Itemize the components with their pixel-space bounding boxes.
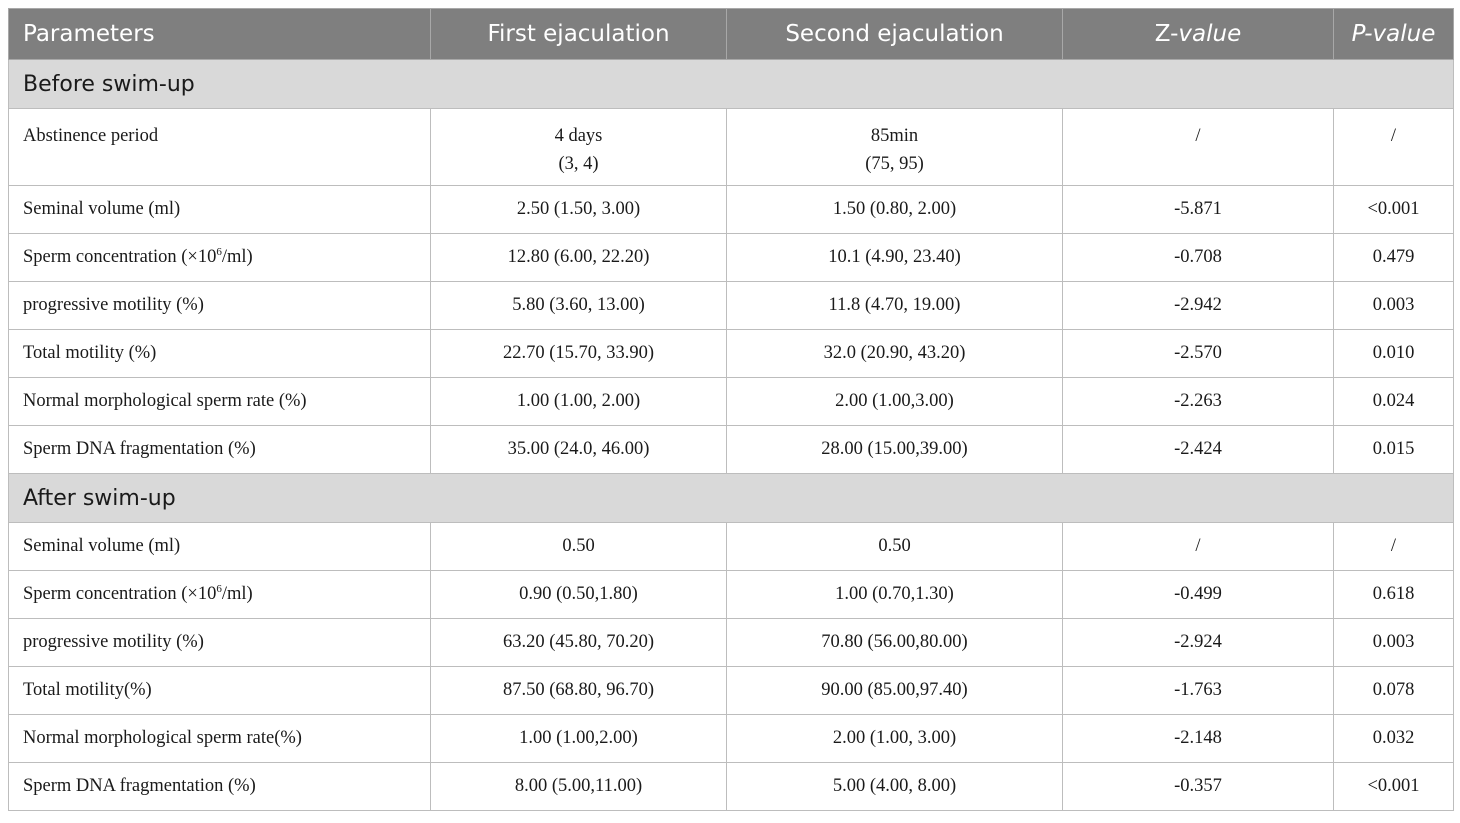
table-row — [9, 763, 1454, 811]
table-row — [9, 667, 1454, 715]
p-value-cell: 0.479 — [1334, 234, 1454, 282]
table-row — [9, 571, 1454, 619]
table-row — [9, 282, 1454, 330]
p-value-cell: 0.618 — [1334, 571, 1454, 619]
results-table — [8, 8, 1454, 811]
section-label: Before swim-up — [9, 60, 1454, 109]
second-value-cell: 1.50 (0.80, 2.00) — [727, 186, 1063, 234]
param-cell: progressive motility (%) — [9, 619, 431, 667]
header-parameters: Parameters — [9, 9, 431, 60]
second-value-cell: 1.00 (0.70,1.30) — [727, 571, 1063, 619]
first-value-cell: 87.50 (68.80, 96.70) — [431, 667, 727, 715]
param-cell: Abstinence period — [9, 109, 431, 186]
first-line1: 4 days — [554, 126, 603, 146]
table-row — [9, 715, 1454, 763]
z-value-cell: -0.708 — [1063, 234, 1334, 282]
param-cell: Total motility(%) — [9, 667, 431, 715]
param-post: /ml) — [221, 247, 253, 267]
section-after-swim-up — [9, 474, 1454, 523]
p-value-cell: / — [1334, 523, 1454, 571]
param-cell: progressive motility (%) — [9, 282, 431, 330]
second-value-cell: 90.00 (85.00,97.40) — [727, 667, 1063, 715]
second-value-cell: 5.00 (4.00, 8.00) — [727, 763, 1063, 811]
param-cell: Seminal volume (ml) — [9, 523, 431, 571]
header-z-value — [1063, 9, 1334, 60]
first-line2: (3, 4) — [558, 154, 599, 174]
first-value-cell: 1.00 (1.00,2.00) — [431, 715, 727, 763]
z-value-cell: / — [1063, 523, 1334, 571]
second-value-cell: 70.80 (56.00,80.00) — [727, 619, 1063, 667]
first-value-cell: 0.50 — [431, 523, 727, 571]
second-value-cell: 32.0 (20.90, 43.20) — [727, 330, 1063, 378]
z-value-cell: -2.570 — [1063, 330, 1334, 378]
z-value-cell: -2.263 — [1063, 378, 1334, 426]
z-value-cell: -2.148 — [1063, 715, 1334, 763]
second-value-cell: 28.00 (15.00,39.00) — [727, 426, 1063, 474]
z-value-cell: / — [1063, 109, 1334, 186]
table-row — [9, 330, 1454, 378]
param-cell: Normal morphological sperm rate(%) — [9, 715, 431, 763]
param-cell: Normal morphological sperm rate (%) — [9, 378, 431, 426]
p-value-cell: <0.001 — [1334, 186, 1454, 234]
first-value-cell: 1.00 (1.00, 2.00) — [431, 378, 727, 426]
first-value-cell: 63.20 (45.80, 70.20) — [431, 619, 727, 667]
z-value-cell: -5.871 — [1063, 186, 1334, 234]
param-cell: Total motility (%) — [9, 330, 431, 378]
p-value-cell: 0.024 — [1334, 378, 1454, 426]
first-value-cell: 35.00 (24.0, 46.00) — [431, 426, 727, 474]
z-suffix: value — [1178, 21, 1242, 47]
second-value-cell: 2.00 (1.00, 3.00) — [727, 715, 1063, 763]
z-value-cell: -1.763 — [1063, 667, 1334, 715]
z-prefix: Z- — [1154, 21, 1179, 47]
first-value-cell: 5.80 (3.60, 13.00) — [431, 282, 727, 330]
header-row — [9, 9, 1454, 60]
table-row — [9, 186, 1454, 234]
first-value-cell — [431, 109, 727, 186]
table-row — [9, 109, 1454, 186]
second-value-cell: 0.50 — [727, 523, 1063, 571]
p-value-cell: / — [1334, 109, 1454, 186]
p-value-cell: 0.003 — [1334, 619, 1454, 667]
second-value-cell: 11.8 (4.70, 19.00) — [727, 282, 1063, 330]
param-cell: Sperm DNA fragmentation (%) — [9, 426, 431, 474]
table-row — [9, 426, 1454, 474]
p-suffix: value — [1372, 21, 1436, 47]
first-value-cell: 22.70 (15.70, 33.90) — [431, 330, 727, 378]
param-post: /ml) — [221, 584, 253, 604]
param-sup: 6 — [216, 245, 222, 258]
second-line2: (75, 95) — [865, 154, 924, 174]
first-value-cell: 12.80 (6.00, 22.20) — [431, 234, 727, 282]
p-value-cell: 0.003 — [1334, 282, 1454, 330]
table-row — [9, 619, 1454, 667]
z-value-cell: -2.424 — [1063, 426, 1334, 474]
p-value-cell: 0.010 — [1334, 330, 1454, 378]
p-prefix: P- — [1351, 21, 1373, 47]
table-row — [9, 234, 1454, 282]
param-pre: Sperm concentration (×10 — [23, 584, 217, 604]
first-value-cell: 0.90 (0.50,1.80) — [431, 571, 727, 619]
z-value-cell: -2.924 — [1063, 619, 1334, 667]
z-value-cell: -2.942 — [1063, 282, 1334, 330]
first-value-cell: 2.50 (1.50, 3.00) — [431, 186, 727, 234]
table-row — [9, 378, 1454, 426]
p-value-cell: 0.032 — [1334, 715, 1454, 763]
param-pre: Sperm concentration (×10 — [23, 247, 217, 267]
section-label: After swim-up — [9, 474, 1454, 523]
z-value-cell: -0.499 — [1063, 571, 1334, 619]
second-line1: 85min — [870, 126, 919, 146]
p-value-cell: 0.078 — [1334, 667, 1454, 715]
header-second-ejaculation: Second ejaculation — [727, 9, 1063, 60]
table-row — [9, 523, 1454, 571]
p-value-cell: 0.015 — [1334, 426, 1454, 474]
param-sup: 6 — [216, 582, 222, 595]
param-cell: Seminal volume (ml) — [9, 186, 431, 234]
p-value-cell: <0.001 — [1334, 763, 1454, 811]
z-value-cell: -0.357 — [1063, 763, 1334, 811]
second-value-cell — [727, 109, 1063, 186]
header-p-value — [1334, 9, 1454, 60]
param-cell — [9, 234, 431, 282]
param-cell: Sperm DNA fragmentation (%) — [9, 763, 431, 811]
header-first-ejaculation: First ejaculation — [431, 9, 727, 60]
first-value-cell: 8.00 (5.00,11.00) — [431, 763, 727, 811]
second-value-cell: 10.1 (4.90, 23.40) — [727, 234, 1063, 282]
param-cell — [9, 571, 431, 619]
second-value-cell: 2.00 (1.00,3.00) — [727, 378, 1063, 426]
section-before-swim-up — [9, 60, 1454, 109]
